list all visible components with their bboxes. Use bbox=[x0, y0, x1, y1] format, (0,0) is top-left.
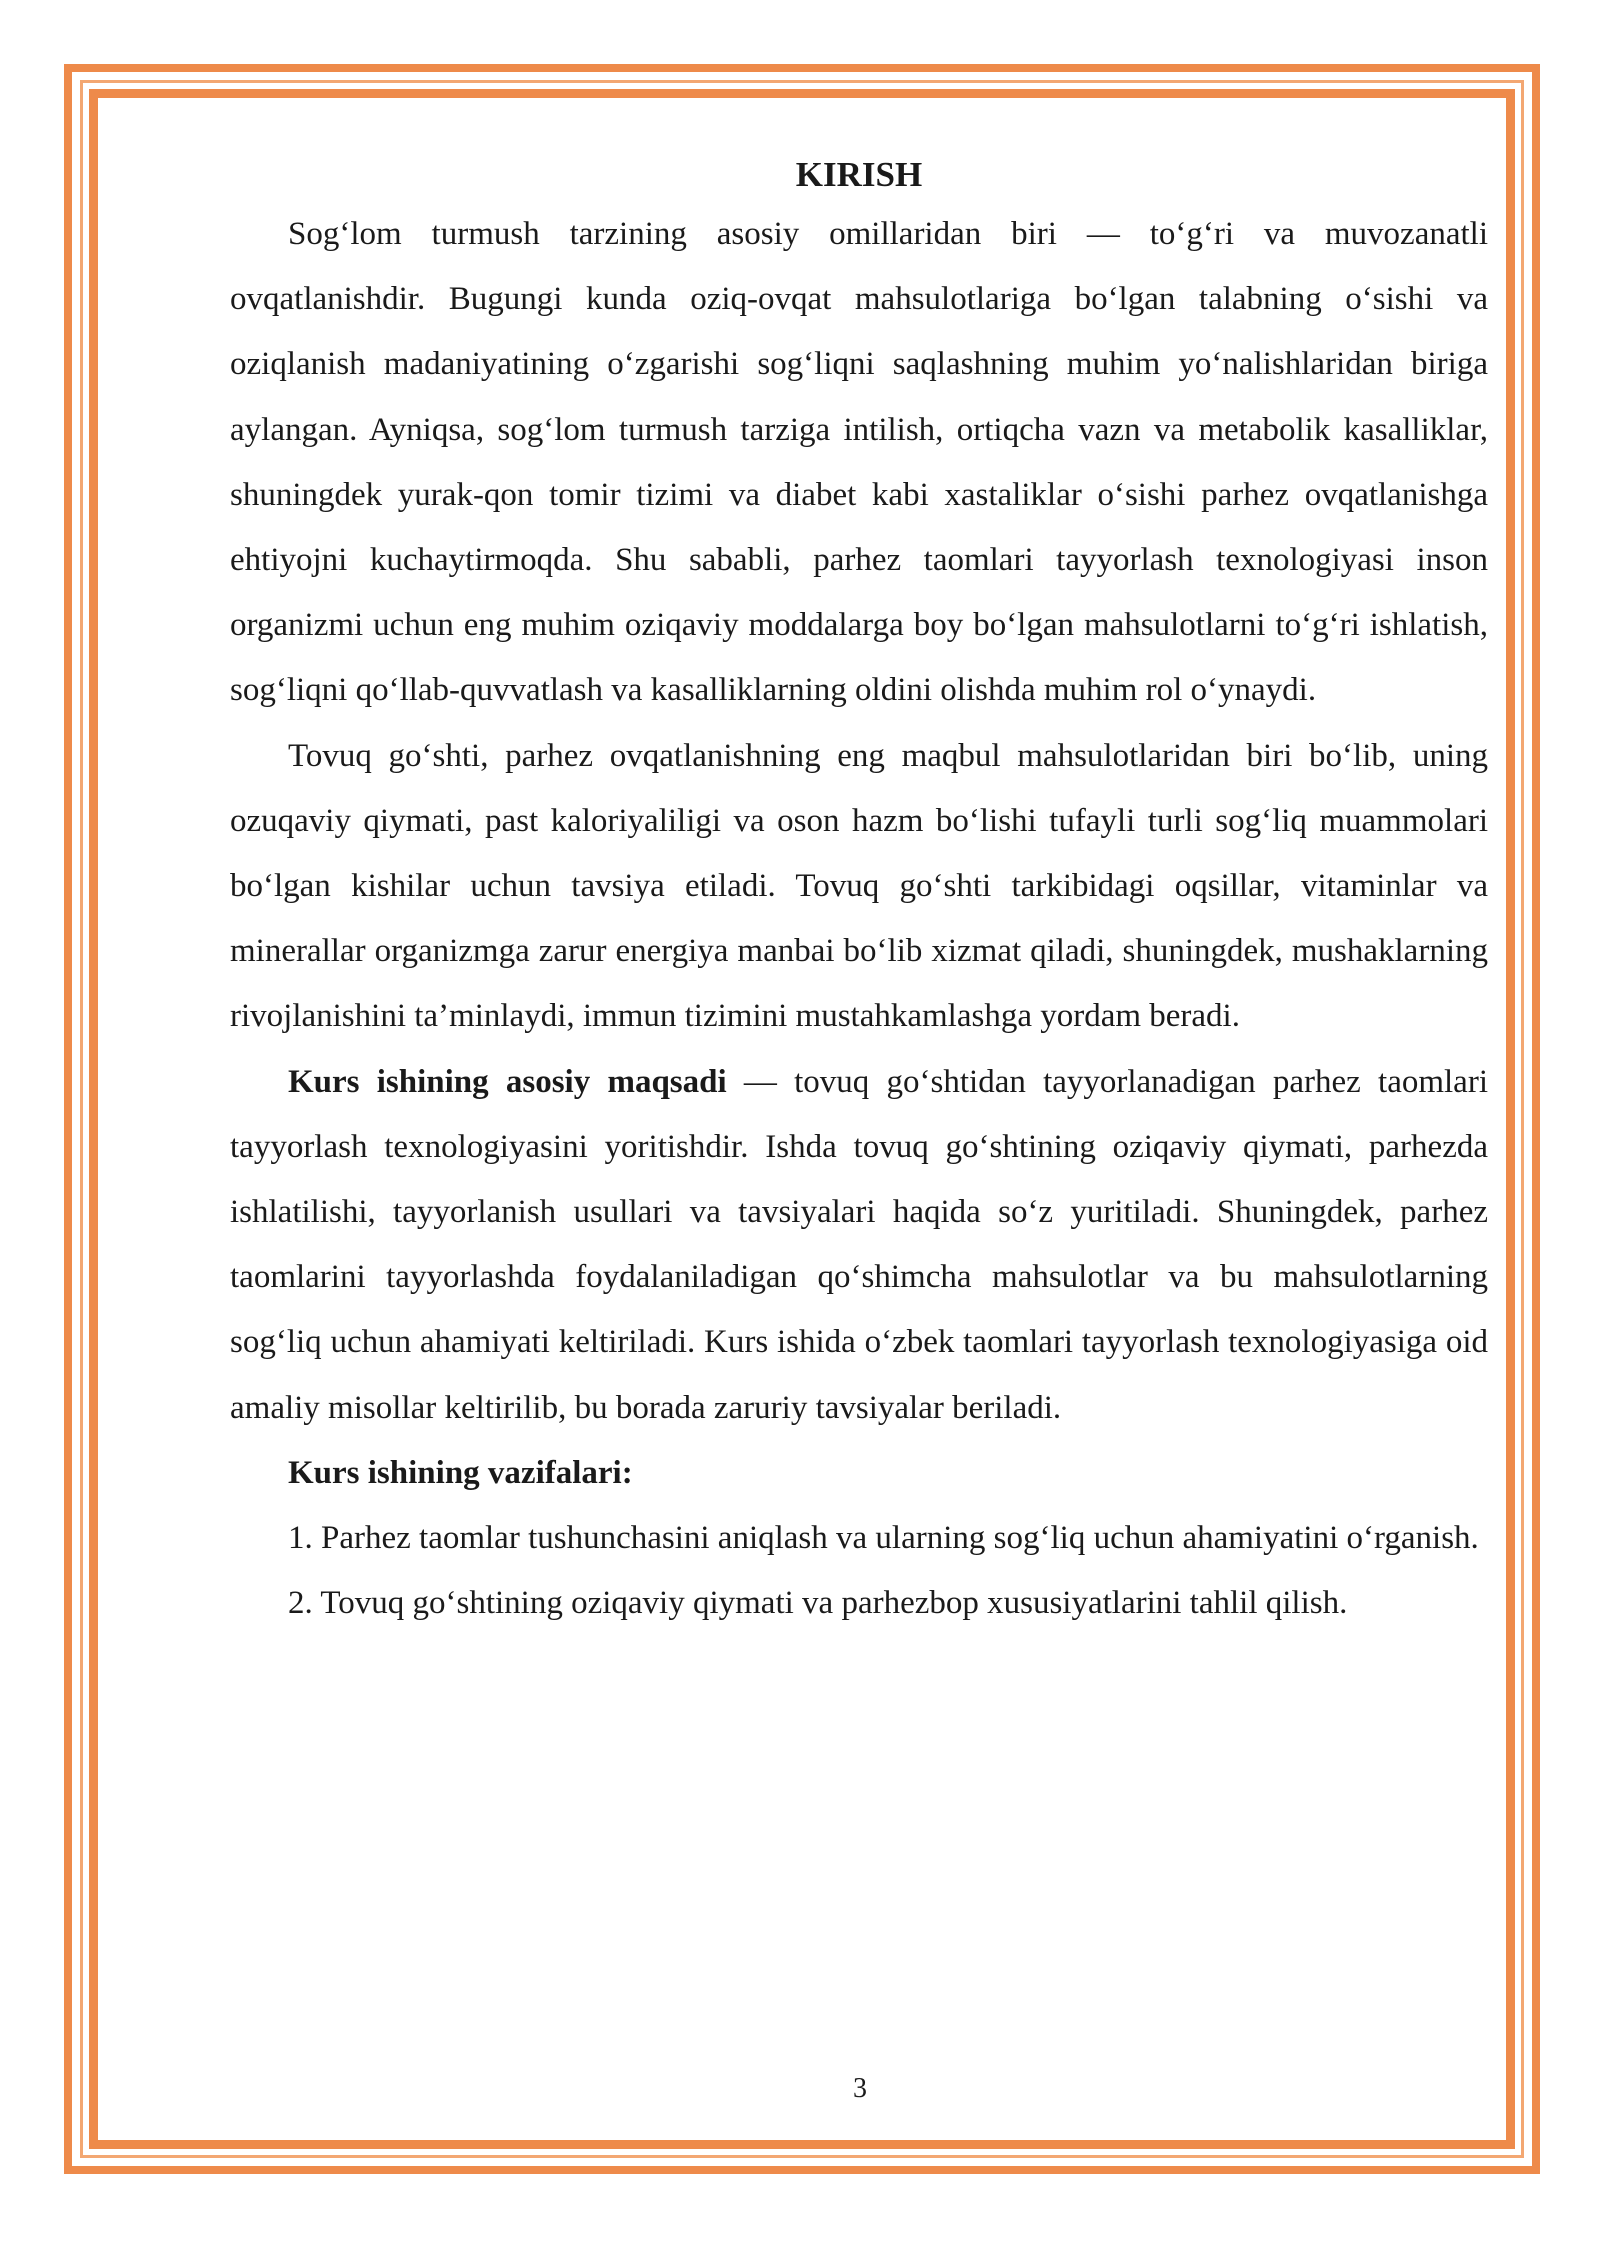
paragraph-chicken: Tovuq go‘shti, parhez ovqatlanishning eng maqbul mahsulotlaridan biri bo‘lib, uning ozuqaviy qiymati, past kaloriyaliligi va oson hazm bo‘lishi tufayli turli sog‘liq muammolari bo‘lgan kishilar uchun tavsiya etiladi. Tovuq go‘shti tarkibidagi oqsillar, vitaminlar va minerallar organizmga zarur energiya manbai bo‘lib xizmat qiladi, shuningdek, mushaklarning rivojlanishini ta’minlaydi, immun tizimini mustahkamlashga yordam beradi. bbox=[230, 737, 1488, 1035]
section-heading: KIRISH bbox=[795, 155, 923, 194]
task-item: 2. Tovuq go‘shtining oziqaviy qiymati va parhezbop xususiyatlarini tahlil qilish. bbox=[288, 1585, 1348, 1622]
goal-text: — tovuq go‘shtidan tayyorlanadigan parhez taomlari tayyorlash texnologiyasini yoritishdir. Ishda tovuq go‘shtining oziqaviy qiymati, parhezda ishlatilishi, tayyorlanish usullari va tavsiyalari haqida so‘z yuritiladi. Shuningdek, parhez taomlarini tayyorlashda foydalaniladigan qo‘shimcha mahsulotlar va bu mahsulotlarning sog‘liq uchun ahamiyati keltiriladi. Kurs ishida o‘zbek taomlari tayyorlash texnologiyasiga oid amaliy misollar keltirilib, bu borada zaruriy tavsiyalar beriladi. bbox=[230, 1063, 1488, 1426]
goal-label: Kurs ishining asosiy maqsadi bbox=[288, 1063, 727, 1100]
paragraph-intro: Sog‘lom turmush tarzining asosiy omillaridan biri — to‘g‘ri va muvozanatli ovqatlanishdir. Bugungi kunda oziq-ovqat mahsulotlariga bo‘lgan talabning o‘sishi va oziqlanish madaniyatining o‘zgarishi sog‘liqni saqlashning muhim yo‘nalishlaridan biriga aylangan. Ayniqsa, sog‘lom turmush tarziga intilish, ortiqcha vazn va metabolik kasalliklar, shuningdek yurak-qon tomir tizimi va diabet kabi xastaliklar o‘sishi parhez ovqatlanishga ehtiyojni kuchaytirmoqda. Shu sababli, parhez taomlari tayyorlash texnologiyasi inson organizmi uchun eng muhim oziqaviy moddalarga boy bo‘lgan mahsulotlarni to‘g‘ri ishlatish, sog‘liqni qo‘llab-quvvatlash va kasalliklarning oldini olishda muhim rol o‘ynaydi. bbox=[230, 216, 1488, 709]
page-number: 3 bbox=[853, 2073, 867, 2104]
task-item: 1. Parhez taomlar tushunchasini aniqlash va ularning sog‘liq uchun ahamiyatini o‘rganish. bbox=[288, 1520, 1479, 1557]
paragraph-goal bbox=[230, 1050, 1488, 1441]
page-content bbox=[230, 148, 1488, 1636]
tasks-heading: Kurs ishining vazifalari: bbox=[288, 1454, 633, 1491]
